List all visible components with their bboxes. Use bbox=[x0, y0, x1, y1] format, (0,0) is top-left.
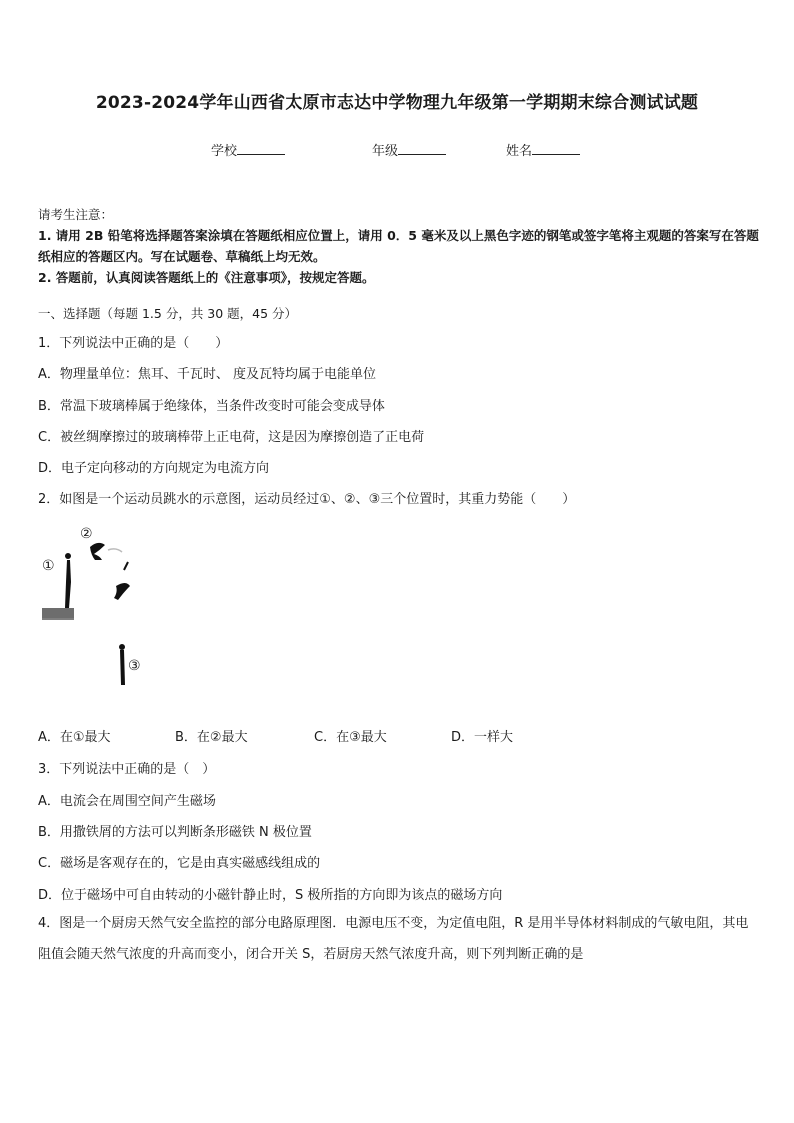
school-label: 学校 bbox=[211, 144, 238, 159]
q3-stem: 3．下列说法中正确的是（ ） bbox=[38, 762, 216, 777]
diving-platform bbox=[42, 608, 74, 618]
notice-heading: 请考生注意： bbox=[38, 207, 114, 222]
q1-option-a[interactable]: A．物理量单位：焦耳、千瓦时、 度及瓦特均属于电能单位 bbox=[38, 367, 377, 382]
school-field bbox=[211, 140, 285, 159]
q2-option-b[interactable]: B．在②最大 bbox=[175, 730, 248, 745]
notice-item-2: 2. 答题前，认真阅读答题纸上的《注意事项》，按规定答题。 bbox=[38, 270, 375, 285]
diver-figure bbox=[38, 520, 168, 710]
fig-label-3: ③ bbox=[128, 658, 141, 674]
notice-item-1: 1. 请用 2B 铅笔将选择题答案涂填在答题纸相应位置上，请用 0．5 毫米及以上黑色字迹的钢笔或签字笔将主观题的答案写在答题纸相应的答题区内。写在试题卷、草稿纸上均无效。 bbox=[38, 228, 759, 264]
q1-option-d[interactable]: D．电子定向移动的方向规定为电流方向 bbox=[38, 461, 270, 476]
name-field bbox=[506, 140, 580, 159]
diver-pos1 bbox=[65, 560, 71, 608]
q2-stem: 2．如图是一个运动员跳水的示意图，运动员经过①、②、③三个位置时，其重力势能（ ） bbox=[38, 492, 576, 507]
grade-blank[interactable] bbox=[398, 142, 446, 155]
q4-stem: 4．图是一个厨房天然气安全监控的部分电路原理图．电源电压不变，为定值电阻，R 是用半导体材料制成的气敏电阻，其电阻值会随天然气浓度的升高而变小，闭合开关 S，若厨房天然气浓度升高，则下列判断正确的是 bbox=[38, 916, 749, 962]
fig-label-1: ① bbox=[42, 558, 55, 574]
q1-option-b[interactable]: B．常温下玻璃棒属于绝缘体，当条件改变时可能会变成导体 bbox=[38, 399, 385, 414]
grade-field bbox=[372, 140, 446, 159]
name-blank[interactable] bbox=[532, 142, 580, 155]
q1-option-c[interactable]: C．被丝绸摩擦过的玻璃棒带上正电荷，这是因为摩擦创造了正电荷 bbox=[38, 430, 425, 445]
page-title: 2023-2024学年山西省太原市志达中学物理九年级第一学期期末综合测试试题 bbox=[95, 93, 699, 113]
diver-mid bbox=[114, 583, 130, 600]
q3-option-b[interactable]: B．用撒铁屑的方法可以判断条形磁铁 N 极位置 bbox=[38, 825, 312, 840]
diver-pos3 bbox=[120, 650, 125, 685]
fig-label-2: ② bbox=[80, 526, 93, 542]
section-title: 一、选择题（每题 1.5 分，共 30 题，45 分） bbox=[38, 306, 298, 321]
q3-option-a[interactable]: A．电流会在周围空间产生磁场 bbox=[38, 794, 216, 809]
q2-option-a[interactable]: A．在①最大 bbox=[38, 730, 111, 745]
grade-label: 年级 bbox=[372, 144, 399, 159]
q1-stem: 1．下列说法中正确的是（ ） bbox=[38, 336, 229, 351]
name-label: 姓名 bbox=[506, 144, 533, 159]
diver-pos2 bbox=[90, 543, 105, 560]
q2-option-c[interactable]: C．在③最大 bbox=[314, 730, 387, 745]
q3-option-c[interactable]: C．磁场是客观存在的，它是由真实磁感线组成的 bbox=[38, 856, 321, 871]
school-blank[interactable] bbox=[237, 142, 285, 155]
notice-block bbox=[38, 204, 760, 288]
q3-option-d[interactable]: D．位于磁场中可自由转动的小磁针静止时，S 极所指的方向即为该点的磁场方向 bbox=[38, 888, 503, 903]
q2-option-d[interactable]: D．一样大 bbox=[451, 730, 514, 745]
